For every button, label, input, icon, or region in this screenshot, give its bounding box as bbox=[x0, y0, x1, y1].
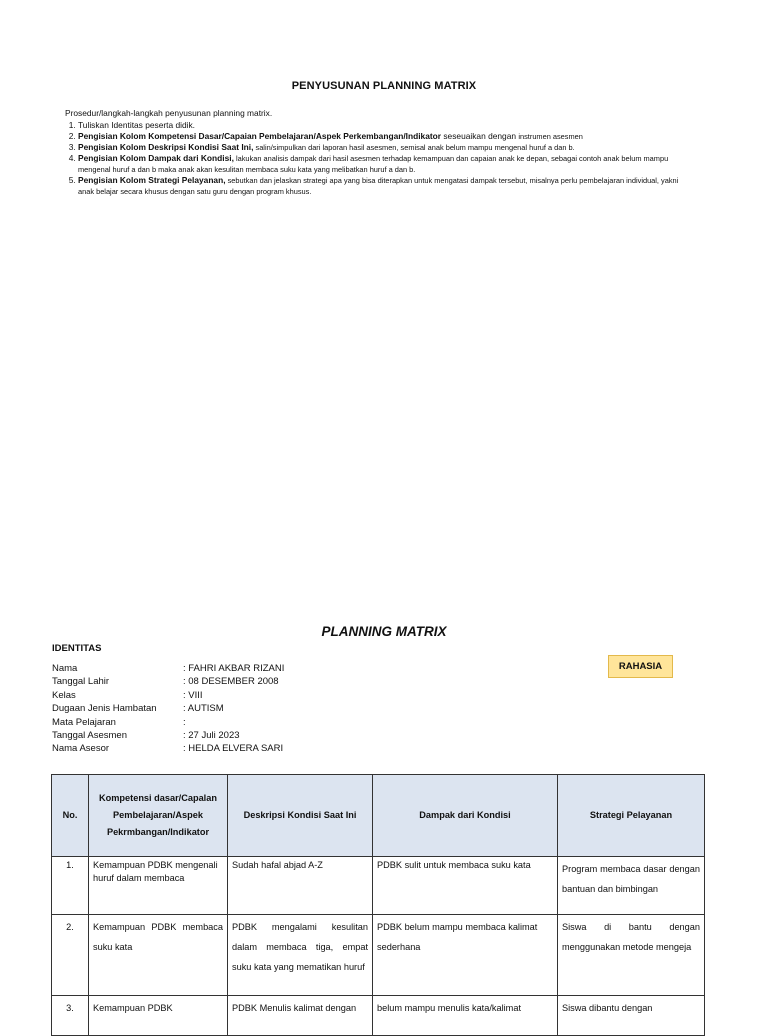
cell-strategi: Siswa di bantu dengan menggunakan metode mengeja bbox=[558, 915, 705, 996]
table-row bbox=[52, 915, 705, 996]
cell-strategi: Siswa dibantu dengan bbox=[558, 996, 705, 1036]
planning-matrix-table bbox=[51, 774, 705, 1036]
identitas-table bbox=[52, 662, 284, 756]
table-row bbox=[52, 996, 705, 1036]
header-strategi: Strategi Pelayanan bbox=[558, 775, 705, 857]
cell-kompetensi: Kemampuan PDBK bbox=[89, 996, 228, 1036]
table-header-row bbox=[52, 775, 705, 857]
procedure-title: PENYUSUNAN PLANNING MATRIX bbox=[291, 80, 477, 92]
header-dampak: Dampak dari Kondisi bbox=[373, 775, 558, 857]
identitas-row: Nama : FAHRI AKBAR RIZANI bbox=[52, 663, 285, 674]
rahasia-badge: RAHASIA bbox=[608, 655, 673, 678]
procedure-step: 4. Pengisian Kolom Dampak dari Kondisi, lakukan analisis dampak dari hasil asesmen terhadap kemampuan dan capaian anak ke depan, sebagai contoh anak belum mampu mengenal huruf a dan b maka anak akan kesulitan membaca suku kata yang melibatkan huruf a dan b. bbox=[78, 153, 685, 175]
procedure-step: 3. Pengisian Kolom Deskripsi Kondisi Saat Ini, salin/simpulkan dari laporan hasil asesmen, semisal anak belum mampu mengenal huruf a dan b. bbox=[78, 142, 685, 153]
procedure-intro: Prosedur/langkah-langkah penyusunan planning matrix. bbox=[65, 108, 273, 118]
identitas-row: Kelas : VIII bbox=[52, 689, 203, 701]
planning-matrix-title: PLANNING MATRIX bbox=[321, 624, 447, 639]
header-kompetensi: Kompetensi dasar/Capalan Pembelajaran/Aspek Pekrmbangan/Indikator bbox=[89, 775, 228, 857]
cell-deskripsi: PDBK mengalami kesulitan dalam membaca tiga, empat suku kata yang mematikan huruf bbox=[228, 915, 373, 996]
header-no: No. bbox=[52, 775, 89, 857]
cell-kompetensi: Kemampuan PDBK membaca suku kata bbox=[89, 915, 228, 996]
cell-deskripsi: Sudah hafal abjad A-Z bbox=[228, 857, 373, 915]
cell-no: 1. bbox=[52, 857, 89, 915]
identitas-heading: IDENTITAS bbox=[52, 643, 102, 654]
cell-dampak: belum mampu menulis kata/kalimat bbox=[373, 996, 558, 1036]
identitas-row: Tanggal Asesmen : 27 Juli 2023 bbox=[52, 730, 240, 742]
identitas-row: Tanggal Lahir : 08 DESEMBER 2008 bbox=[52, 676, 279, 688]
table-row bbox=[52, 857, 705, 915]
cell-no: 2. bbox=[52, 915, 89, 996]
procedure-step: 1. Tuliskan Identitas peserta didik. bbox=[78, 120, 685, 131]
cell-deskripsi: PDBK Menulis kalimat dengan bbox=[228, 996, 373, 1036]
identitas-row: Mata Pelajaran : bbox=[52, 716, 186, 728]
procedure-step: 2. Pengisian Kolom Kompetensi Dasar/Capaian Pembelajaran/Aspek Perkembangan/Indikator seseuaikan dengan instrumen asesmen bbox=[78, 131, 685, 142]
procedure-list bbox=[65, 108, 685, 197]
cell-dampak: PDBK sulit untuk membaca suku kata bbox=[373, 857, 558, 915]
cell-kompetensi: Kemampuan PDBK mengenali huruf dalam membaca bbox=[89, 857, 228, 915]
cell-strategi: Program membaca dasar dengan bantuan dan bimbingan bbox=[558, 857, 705, 915]
cell-dampak: PDBK belum mampu membaca kalimat sederhana bbox=[373, 915, 558, 996]
procedure-steps bbox=[65, 120, 685, 197]
cell-no: 3. bbox=[52, 996, 89, 1036]
procedure-step: 5. Pengisian Kolom Strategi Pelayanan, sebutkan dan jelaskan strategi apa yang bisa diterapkan untuk mengatasi dampak tersebut, misalnya perlu pembelajaran individual, yakni anak belajar secara khusus dengan satu guru dengan program khusus. bbox=[78, 175, 685, 197]
identitas-row: Nama Asesor : HELDA ELVERA SARI bbox=[52, 743, 284, 755]
header-deskripsi: Deskripsi Kondisi Saat Ini bbox=[228, 775, 373, 857]
identitas-row: Dugaan Jenis Hambatan : AUTISM bbox=[52, 703, 224, 715]
